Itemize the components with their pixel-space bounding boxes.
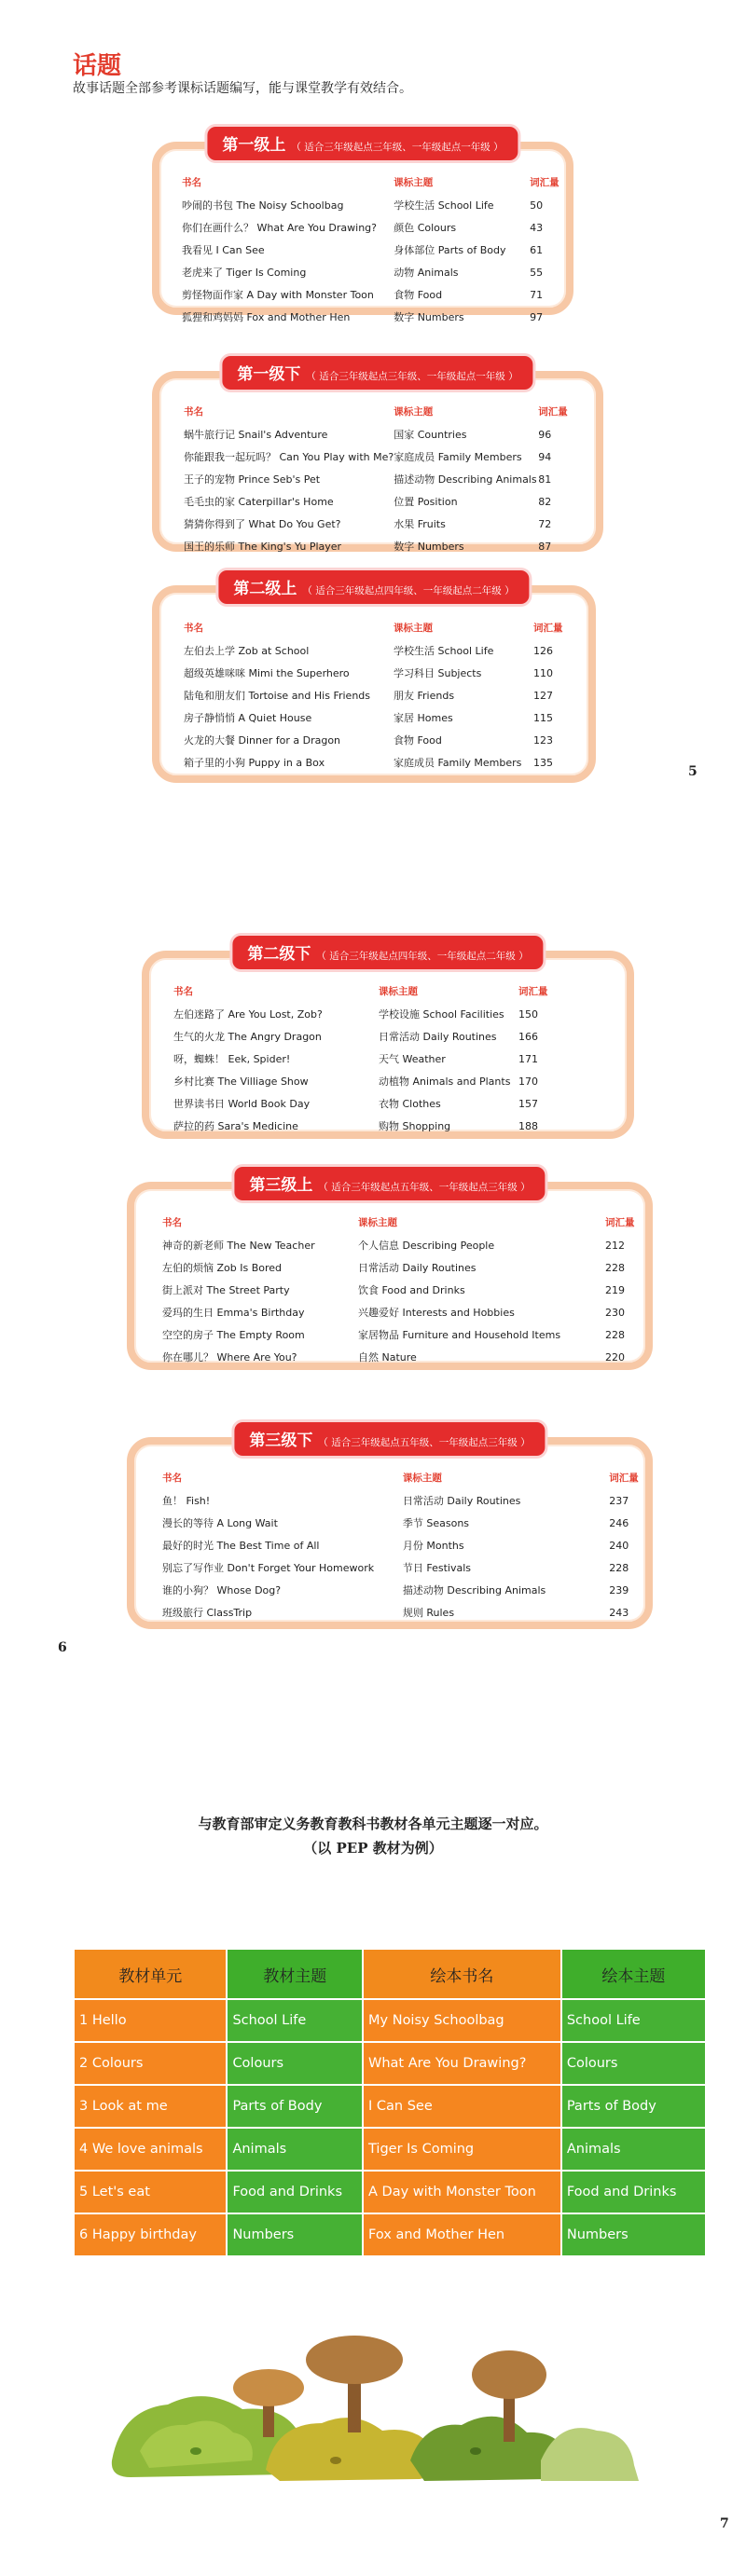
level-grade-note: （ 适合三年级起点四年级、一年级起点二年级 ） <box>316 951 529 962</box>
level-book-table <box>184 621 571 774</box>
page-number: 5 <box>688 764 698 779</box>
level-book-table <box>184 404 575 558</box>
table-row <box>182 262 566 284</box>
table-row <box>184 491 575 514</box>
table-row <box>162 1235 642 1257</box>
page-subtitle: 故事话题全部参考课标话题编写，能与课堂教学有效结合。 <box>73 81 412 96</box>
table-row <box>182 195 566 217</box>
textbook-unit: 6 Happy birthday <box>74 2213 227 2256</box>
book-title: 国王的乐师 The King's Yu Player <box>184 541 342 553</box>
curriculum-topic: 购物 Shopping <box>379 1120 451 1132</box>
column-header: 词汇量 <box>605 1217 635 1228</box>
table-row <box>184 752 571 774</box>
book-title: 左伯迷路了 Are You Lost, Zob? <box>173 1008 323 1021</box>
book-title: 最好的时光 The Best Time of All <box>162 1540 320 1552</box>
table-row <box>173 1026 556 1048</box>
picture-book-title: I Can See <box>363 2085 561 2128</box>
level-book-table <box>182 175 566 329</box>
page-7 <box>0 1761 746 2576</box>
book-title: 别忘了写作业 Don't Forget Your Homework <box>162 1562 375 1574</box>
book-title: 你在哪儿？ Where Are You? <box>162 1351 297 1363</box>
book-title: 世界读书日 World Book Day <box>173 1098 311 1110</box>
book-title: 蜗牛旅行记 Snail's Adventure <box>184 429 328 441</box>
vocabulary-count: 228 <box>605 1261 625 1274</box>
table-row <box>74 2085 706 2128</box>
vocabulary-count: 55 <box>530 266 544 279</box>
column-header: 书名 <box>162 1217 182 1228</box>
vocabulary-count: 123 <box>533 733 553 747</box>
vocabulary-count: 150 <box>518 1007 538 1021</box>
picture-book-topic: Parts of Body <box>561 2085 706 2128</box>
curriculum-topic: 自然 Nature <box>358 1351 417 1363</box>
vocabulary-count: 82 <box>538 495 552 508</box>
vocabulary-count: 170 <box>518 1075 538 1088</box>
picture-book-title: My Noisy Schoolbag <box>363 1999 561 2042</box>
vocabulary-count: 72 <box>538 517 552 530</box>
table-row <box>162 1535 645 1557</box>
column-header: 教材主题 <box>227 1949 363 1999</box>
column-header: 词汇量 <box>538 406 568 418</box>
picture-book-topic: School Life <box>561 1999 706 2042</box>
curriculum-topic: 规则 Rules <box>402 1607 455 1619</box>
picture-book-topic: Animals <box>561 2128 706 2171</box>
textbook-unit: 2 Colours <box>74 2042 227 2085</box>
table-row <box>184 707 571 730</box>
level-grade-note: （ 适合三年级起点三年级、一年级起点一年级 ） <box>306 371 518 382</box>
curriculum-topic: 食物 Food <box>394 734 442 747</box>
curriculum-topic: 家居物品 Furniture and Household Items <box>358 1329 561 1341</box>
table-row <box>162 1513 645 1535</box>
book-title: 空空的房子 The Empty Room <box>162 1329 305 1341</box>
book-title: 狐狸和鸡妈妈 Fox and Mother Hen <box>182 311 351 323</box>
column-header: 课标主题 <box>394 406 434 418</box>
curriculum-topic: 动物 Animals <box>394 267 459 279</box>
level-grade-note: （ 适合三年级起点四年级、一年级起点二年级 ） <box>302 585 515 596</box>
table-row <box>74 1999 706 2042</box>
vocabulary-count: 171 <box>518 1052 538 1065</box>
textbook-topic: Numbers <box>227 2213 363 2256</box>
curriculum-topic: 水果 Fruits <box>394 518 446 530</box>
table-row <box>162 1490 645 1513</box>
picture-book-title: Tiger Is Coming <box>363 2128 561 2171</box>
table-row <box>162 1602 645 1624</box>
table-row <box>184 424 575 446</box>
level-label: 第一级上 <box>222 136 286 155</box>
level-label: 第一级下 <box>237 365 301 384</box>
page-heading: 话题 <box>73 52 122 80</box>
table-row <box>74 2213 706 2256</box>
table-row <box>74 2128 706 2171</box>
table-row <box>184 514 575 536</box>
picture-book-title: Fox and Mother Hen <box>363 2213 561 2256</box>
vocabulary-count: 96 <box>538 428 552 441</box>
table-row <box>162 1580 645 1602</box>
textbook-unit: 1 Hello <box>74 1999 227 2042</box>
curriculum-topic: 家庭成员 Family Members <box>394 451 522 463</box>
vocabulary-count: 61 <box>530 243 544 256</box>
book-title: 爱玛的生日 Emma's Birthday <box>162 1307 305 1319</box>
book-title: 超级英雄咪咪 Mimi the Superhero <box>184 667 350 679</box>
curriculum-topic: 个人信息 Describing People <box>358 1240 495 1252</box>
curriculum-topic: 衣物 Clothes <box>379 1098 441 1110</box>
curriculum-topic: 数字 Numbers <box>394 311 464 323</box>
page-5 <box>0 0 746 839</box>
book-title: 火龙的大餐 Dinner for a Dragon <box>184 734 341 747</box>
vocabulary-count: 228 <box>609 1561 629 1574</box>
book-title: 我看见 I Can See <box>182 244 265 256</box>
vocabulary-count: 239 <box>609 1583 629 1596</box>
column-header: 课标主题 <box>402 1473 442 1484</box>
curriculum-topic: 描述动物 Describing Animals <box>402 1584 546 1596</box>
level-tag <box>232 936 543 969</box>
vocabulary-count: 81 <box>538 473 552 486</box>
intro-line-1: 与教育部审定义务教育教科书教材各单元主题逐一对应。 <box>198 1816 548 1832</box>
book-title: 毛毛虫的家 Caterpillar's Home <box>184 496 334 508</box>
book-title: 乡村比赛 The Villiage Show <box>173 1076 309 1088</box>
curriculum-topic: 饮食 Food and Drinks <box>358 1284 465 1296</box>
book-title: 漫长的等待 A Long Wait <box>162 1517 278 1529</box>
vocabulary-count: 71 <box>530 288 544 301</box>
table-row <box>162 1557 645 1580</box>
table-row <box>173 1116 556 1138</box>
table-row <box>173 1004 556 1026</box>
textbook-comparison-table <box>73 1948 707 2257</box>
level-card <box>142 945 634 1139</box>
table-row <box>184 640 571 663</box>
textbook-unit: 3 Look at me <box>74 2085 227 2128</box>
vocabulary-count: 212 <box>605 1239 625 1252</box>
picture-book-topic: Colours <box>561 2042 706 2085</box>
curriculum-topic: 国家 Countries <box>394 429 467 441</box>
page-number: 7 <box>720 2516 729 2531</box>
curriculum-topic: 食物 Food <box>394 289 443 301</box>
vocabulary-count: 50 <box>530 199 544 212</box>
level-book-table <box>162 1215 642 1369</box>
column-header: 绘本书名 <box>363 1949 561 1999</box>
textbook-topic: Parts of Body <box>227 2085 363 2128</box>
book-title: 王子的宠物 Prince Seb's Pet <box>184 473 321 486</box>
level-card <box>152 365 603 553</box>
curriculum-topic: 家居 Homes <box>394 712 453 724</box>
vocabulary-count: 127 <box>533 689 553 702</box>
column-header: 词汇量 <box>609 1473 639 1484</box>
textbook-topic: Colours <box>227 2042 363 2085</box>
vocabulary-count: 243 <box>609 1606 629 1619</box>
picture-book-topic: Food and Drinks <box>561 2171 706 2213</box>
table-row <box>184 685 571 707</box>
book-title: 街上派对 The Street Party <box>162 1284 290 1296</box>
book-title: 你能跟我一起玩吗？ Can You Play with Me? <box>184 451 394 463</box>
book-title: 陆龟和朋友们 Tortoise and His Friends <box>184 690 370 702</box>
book-title: 神奇的新老师 The New Teacher <box>162 1240 315 1252</box>
table-row <box>182 217 566 240</box>
table-row <box>162 1257 642 1280</box>
curriculum-topic: 动植物 Animals and Plants <box>379 1076 511 1088</box>
level-grade-note: （ 适合三年级起点五年级、一年级起点三年级 ） <box>318 1437 531 1448</box>
curriculum-topic: 日常活动 Daily Routines <box>402 1495 521 1507</box>
picture-book-topic: Numbers <box>561 2213 706 2256</box>
book-title: 班级旅行 ClassTrip <box>162 1607 253 1619</box>
vocabulary-count: 87 <box>538 540 552 553</box>
curriculum-topic: 学校生活 School Life <box>394 645 494 657</box>
level-card <box>127 1432 653 1629</box>
textbook-topic: Animals <box>227 2128 363 2171</box>
curriculum-topic: 学校设施 School Facilities <box>379 1008 504 1021</box>
column-header: 书名 <box>162 1473 182 1484</box>
curriculum-topic: 数字 Numbers <box>394 541 464 553</box>
textbook-topic: Food and Drinks <box>227 2171 363 2213</box>
column-header: 教材单元 <box>74 1949 227 1999</box>
intro-line-2: （以 PEP 教材为例） <box>303 1840 443 1857</box>
vocabulary-count: 220 <box>605 1350 625 1363</box>
vocabulary-count: 157 <box>518 1097 538 1110</box>
level-card <box>127 1176 653 1370</box>
level-label: 第二级下 <box>247 945 311 964</box>
table-row <box>184 446 575 469</box>
page-number: 6 <box>58 1640 67 1655</box>
vocabulary-count: 230 <box>605 1306 625 1319</box>
level-card <box>152 580 596 783</box>
picture-book-title: A Day with Monster Toon <box>363 2171 561 2213</box>
page-6 <box>0 895 746 1733</box>
table-row <box>184 663 571 685</box>
column-header: 课标主题 <box>394 623 433 634</box>
column-header: 书名 <box>184 623 203 634</box>
table-header-row <box>182 175 566 195</box>
table-row <box>162 1347 642 1369</box>
level-tag <box>207 127 518 160</box>
table-row <box>173 1071 556 1093</box>
textbook-topic: School Life <box>227 1999 363 2042</box>
vocabulary-count: 43 <box>530 221 544 234</box>
curriculum-topic: 日常活动 Daily Routines <box>379 1031 497 1043</box>
column-header: 书名 <box>173 986 193 997</box>
table-row <box>184 469 575 491</box>
curriculum-topic: 节日 Festivals <box>402 1562 472 1574</box>
table-row <box>162 1302 642 1324</box>
level-grade-note: （ 适合三年级起点三年级、一年级起点一年级 ） <box>291 142 504 153</box>
curriculum-topic: 家庭成员 Family Members <box>394 757 522 769</box>
vocabulary-count: 135 <box>533 756 553 769</box>
vocabulary-count: 94 <box>538 450 552 463</box>
column-header: 书名 <box>182 177 201 188</box>
column-header: 词汇量 <box>530 177 560 188</box>
book-title: 老虎来了 Tiger Is Coming <box>182 267 307 279</box>
table-row <box>162 1280 642 1302</box>
book-title: 鱼！ Fish! <box>162 1495 211 1507</box>
curriculum-topic: 日常活动 Daily Routines <box>358 1262 477 1274</box>
curriculum-topic: 月份 Months <box>402 1540 464 1552</box>
vocabulary-count: 110 <box>533 666 553 679</box>
book-title: 房子静悄悄 A Quiet House <box>184 712 312 724</box>
column-header: 词汇量 <box>533 623 563 634</box>
curriculum-topic: 学习科目 Subjects <box>394 667 482 679</box>
vocabulary-count: 166 <box>518 1030 538 1043</box>
curriculum-topic: 身体部位 Parts of Body <box>394 244 506 256</box>
curriculum-topic: 颜色 Colours <box>394 222 457 234</box>
table-header-row <box>184 404 575 424</box>
level-tag <box>234 1167 545 1200</box>
column-header: 词汇量 <box>518 986 548 997</box>
level-tag <box>234 1422 545 1456</box>
level-tag <box>222 356 532 390</box>
textbook-unit: 4 We love animals <box>74 2128 227 2171</box>
column-header: 课标主题 <box>379 986 418 997</box>
column-header: 绘本主题 <box>561 1949 706 1999</box>
vocabulary-count: 228 <box>605 1328 625 1341</box>
table-row <box>74 2171 706 2213</box>
vocabulary-count: 115 <box>533 711 553 724</box>
book-title: 吵闹的书包 The Noisy Schoolbag <box>182 199 344 212</box>
column-header: 书名 <box>184 406 203 418</box>
book-title: 生气的火龙 The Angry Dragon <box>173 1031 322 1043</box>
curriculum-topic: 兴趣爱好 Interests and Hobbies <box>358 1307 515 1319</box>
vocabulary-count: 188 <box>518 1119 538 1132</box>
vocabulary-count: 246 <box>609 1516 629 1529</box>
table-row <box>182 284 566 307</box>
curriculum-topic: 学校生活 School Life <box>394 199 494 212</box>
level-book-table <box>173 984 556 1138</box>
book-title: 谁的小狗？ Whose Dog? <box>162 1584 282 1596</box>
vocabulary-count: 240 <box>609 1539 629 1552</box>
book-title: 呀，蜘蛛！ Eek, Spider! <box>173 1053 291 1065</box>
table-row <box>184 730 571 752</box>
book-title: 猜猜你得到了 What Do You Get? <box>184 518 341 530</box>
column-header: 课标主题 <box>394 177 434 188</box>
curriculum-topic: 天气 Weather <box>379 1053 446 1065</box>
table-row <box>182 240 566 262</box>
table-row <box>182 307 566 329</box>
trees-illustration <box>103 2321 643 2488</box>
level-book-table <box>162 1471 645 1624</box>
curriculum-topic: 季节 Seasons <box>402 1517 470 1529</box>
table-header-row <box>173 984 556 1004</box>
curriculum-topic: 描述动物 Describing Animals <box>394 473 537 486</box>
level-label: 第三级上 <box>249 1176 313 1195</box>
table-row <box>184 536 575 558</box>
level-card <box>152 136 573 323</box>
picture-book-title: What Are You Drawing? <box>363 2042 561 2085</box>
book-title: 你们在画什么？ What Are You Drawing? <box>182 222 377 234</box>
book-title: 萨拉的药 Sara's Medicine <box>173 1120 298 1132</box>
vocabulary-count: 97 <box>530 310 544 323</box>
vocabulary-count: 219 <box>605 1283 625 1296</box>
book-title: 左伯去上学 Zob at School <box>184 645 310 657</box>
curriculum-topic: 朋友 Friends <box>394 690 455 702</box>
table-header-row <box>184 621 571 640</box>
table-header-row <box>162 1215 642 1235</box>
level-label: 第三级下 <box>249 1432 313 1450</box>
table-header-row <box>162 1471 645 1490</box>
book-title: 剪怪物面作家 A Day with Monster Toon <box>182 289 374 301</box>
book-title: 箱子里的小狗 Puppy in a Box <box>184 757 325 769</box>
column-header: 课标主题 <box>358 1217 397 1228</box>
textbook-unit: 5 Let's eat <box>74 2171 227 2213</box>
vocabulary-count: 237 <box>609 1494 629 1507</box>
table-row <box>162 1324 642 1347</box>
curriculum-topic: 位置 Position <box>394 496 458 508</box>
book-title: 左伯的烦恼 Zob Is Bored <box>162 1262 283 1274</box>
level-tag <box>218 570 529 604</box>
level-grade-note: （ 适合三年级起点五年级、一年级起点三年级 ） <box>318 1182 531 1193</box>
level-label: 第二级上 <box>233 580 297 598</box>
table-row <box>173 1093 556 1116</box>
vocabulary-count: 126 <box>533 644 553 657</box>
table-row <box>173 1048 556 1071</box>
table-row <box>74 2042 706 2085</box>
